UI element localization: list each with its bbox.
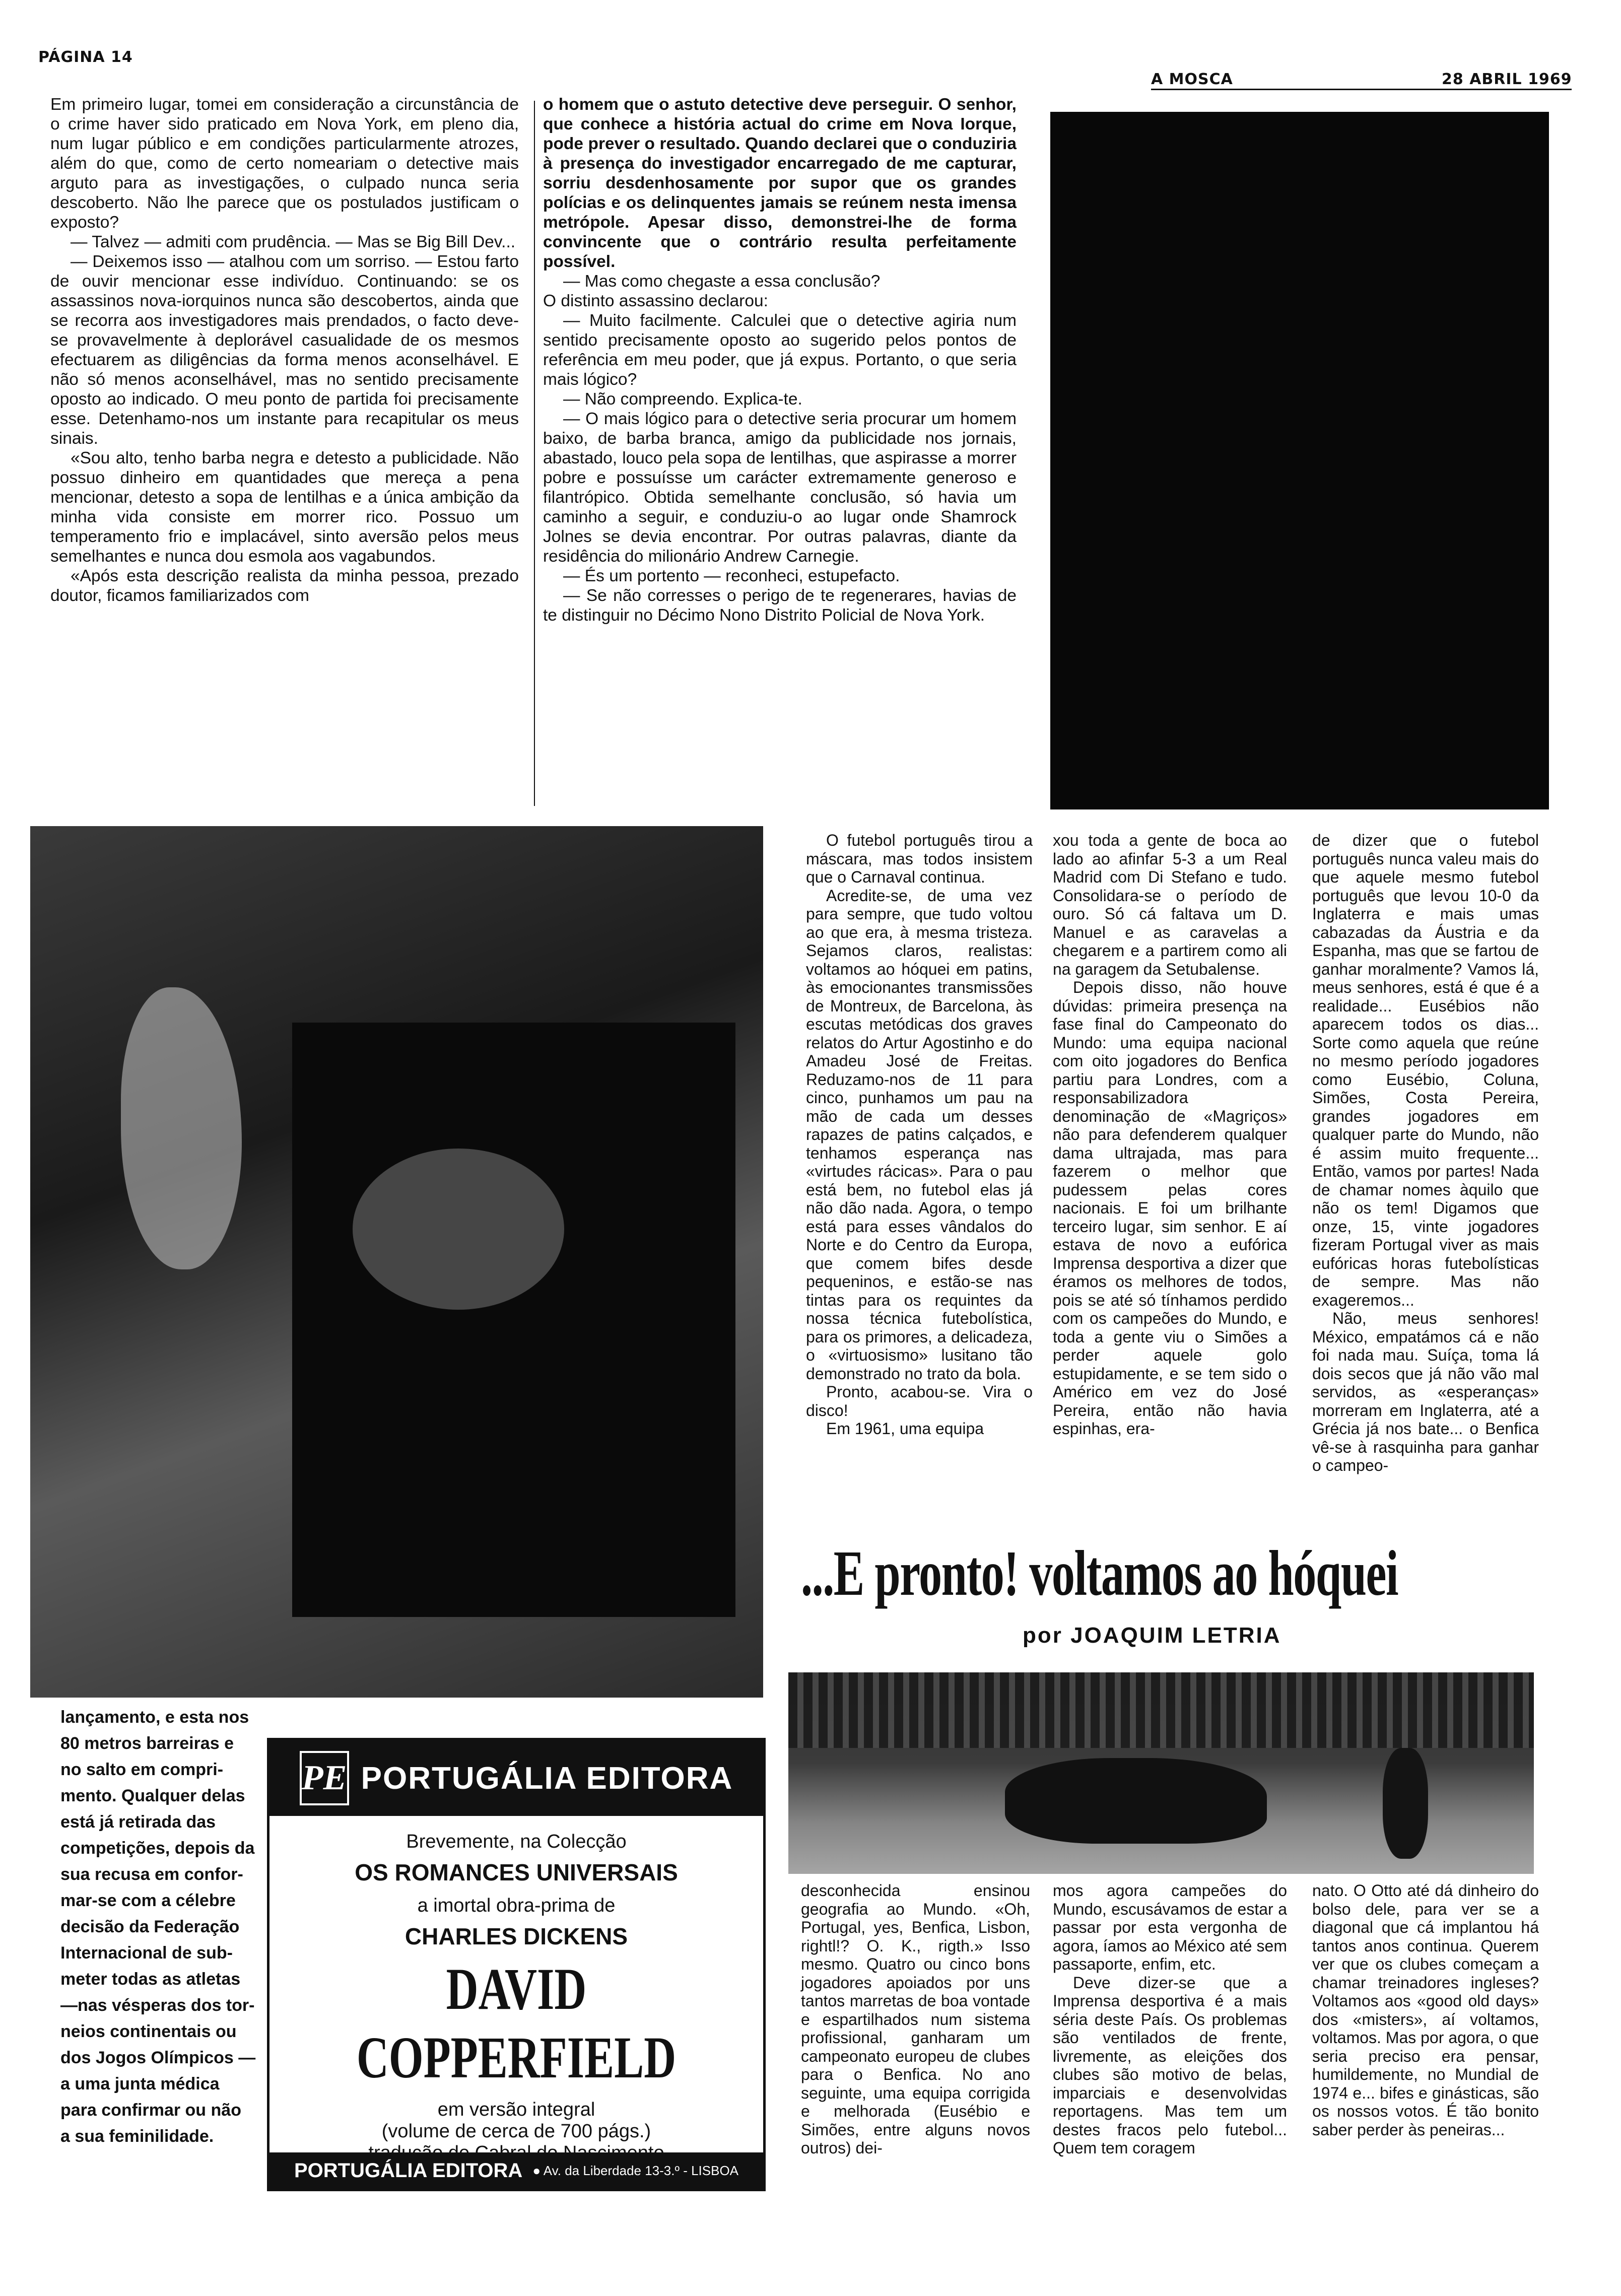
paragraph: — Mas como chegaste a essa conclusão?: [563, 272, 881, 291]
caption-line: mento. Qualquer delas: [60, 1786, 245, 1805]
caption-line: mar-se com a célebre: [60, 1891, 236, 1910]
ad-collection: OS ROMANCES UNIVERSAIS: [355, 1859, 678, 1885]
caption-line: decisão da Federação: [60, 1917, 240, 1936]
ad-line: Brevemente, na Colecção: [406, 1831, 627, 1852]
article-bottom-col3: [1312, 1881, 1539, 2139]
ad-line: em versão integral: [437, 2099, 595, 2120]
caption-line: sua recusa em confor-: [60, 1865, 243, 1884]
ad-footer-address: ● Av. da Liberdade 13-3.º - LISBOA: [532, 2163, 739, 2178]
publisher-logo-icon: PE: [300, 1751, 349, 1805]
inset-photo: [292, 1023, 735, 1617]
paragraph: Depois disso, não houve dúvidas: primeira presença na fase final do Campeonato do Mundo: uma equipa nacional com oito jogadores do Benfica partiu para Londres, com a responsabilizadora denominação de «Magriços» não para defenderem qualquer dama ultrajada, mas para fazerem o melhor que pudessem pelas cores nacionais. E foi um brilhante terceiro lugar, sim senhor. E aí estava de novo a eufórica Imprensa desportiva a dizer que éramos os melhores de todos, pois se até só tínhamos perdido com os campeões do Mundo, e toda a gente viu o Simões a perder aquele golo estupidamente, e se tem sido o Américo em vez do José Pereira, então não havia espinhas, era-: [1053, 978, 1287, 1438]
issue-date: 28 ABRIL 1969: [1442, 71, 1572, 88]
ad-header: [269, 1740, 763, 1816]
story-top-col1: [50, 95, 519, 605]
caption-line: para confirmar ou não: [60, 2101, 241, 2120]
caption-line: 80 metros barreiras e: [60, 1734, 234, 1753]
paragraph: «Sou alto, tenho barba negra e detesto a publicidade. Não possuo dinheiro em quantidades que mereça a pena mencionar, detesto a sopa de lentilhas e a única ambição da minha vida consiste em morrer rico. Possuo um temperamento frio e implacável, sinto aversão pelos meus semelhantes e nunca dou esmola aos vagabundos.: [50, 449, 519, 566]
caption-line: está já retirada das: [60, 1812, 216, 1832]
player-figure: [1383, 1748, 1428, 1859]
header-rule: [1151, 89, 1572, 90]
paragraph: — O mais lógico para o detective seria procurar um homem baixo, de barba branca, amigo da publicidade nos jornais, abastado, louco pela sopa de lentilhas, que aspirasse a morrer pobre e possuísse um carácter extremamente generoso e filantrópico. Obtida semelhante conclusão, só havia um caminho a seguir, e conduziu-o ao lugar onde Shamrock Jolnes se devia encontrar. Por outras palavras, diante da residência do milionário Andrew Carnegie.: [543, 410, 1017, 566]
caption-line: neios continentais ou: [60, 2022, 237, 2041]
paragraph: xou toda a gente de boca ao lado ao afinfar 5-3 a um Real Madrid com Di Stefano e tudo. Consolidara-se o período de ouro. Só cá faltava um D. Manuel e as caravelas a chegarem e a partirem como ali na garagem da Setubalense.: [1053, 831, 1287, 978]
ad-line: (volume de cerca de 700 págs.): [381, 2121, 651, 2142]
player-figure: [121, 987, 242, 1269]
paragraph: o homem que o astuto detective deve perseguir. O senhor, que conhece a história actual do crime em Nova Iorque, pode prever o resultado. Quando declarei que o conduziria à presença do investigador encarregado de me capturar, sorriu desdenhosamente por supor que os grandes polícias e os delinquentes jamais se reúnem nesta imensa metrópole. Apesar disso, demonstrei-lhe de forma convincente que o contrário resulta perfeitamente possível.: [543, 95, 1017, 271]
paragraph: Em primeiro lugar, tomei em consideração a circunstância de o crime haver sido praticado em Nova York, em pleno dia, num lugar público e em condições particularmente atrozes, além do que, como de certo nomeariam o detective mais arguto para as investigações, o culpado nunca seria descoberto. Não lhe parece que os postulados justificam o exposto?: [50, 95, 519, 232]
paragraph: Em 1961, uma equipa: [826, 1420, 984, 1438]
paragraph: Pronto, acabou-se. Vira o disco!: [806, 1383, 1033, 1420]
paragraph: desconhecida ensinou geografia ao Mundo. «Oh, Portugal, yes, Benfica, Lisbon, rightl!? O. K., rigth.» Isso mesmo. Quatro ou cinco bons jogadores apoiados por uns tantos marretas de boa vontade e espartilhados num sistema profissional, ganharam um campeonato europeu de clubes para o Benfica. No ano seguinte, uma equipa corrigida e melhorada (Eusébio e Simões, entre alguns novos outros) dei-: [801, 1881, 1030, 2157]
ad-book-title: DAVID COPPERFIELD: [356, 1956, 677, 2090]
paragraph: — És um portento — reconheci, estupefacto.: [563, 567, 900, 585]
caption-line: no salto em compri-: [60, 1760, 224, 1779]
column-divider: [534, 101, 535, 806]
paragraph: «Após esta descrição realista da minha pessoa, prezado doutor, ficamos familiarizados com: [50, 567, 519, 605]
football-match-photo: [788, 1672, 1534, 1874]
caption-line: Internacional de sub-: [60, 1943, 233, 1963]
caption-line: lançamento, e esta nos: [60, 1708, 249, 1727]
story-top-col2: [543, 95, 1017, 625]
article-byline: por JOAQUIM LETRIA: [1023, 1623, 1281, 1648]
article-bottom-col1: [801, 1881, 1030, 2157]
caption-line: a uma junta médica: [60, 2074, 220, 2094]
top-right-photo: [1050, 112, 1549, 809]
player-face: [353, 1149, 564, 1310]
paragraph: Deve dizer-se que a Imprensa desportiva é a mais séria deste País. Os problemas são ventilados de frente, livremente, as eleições dos clubes são motivo de belas, imparciais e desenvolvidas reportagens. Mas tem um destes fracos pelo futebol... Quem tem coragem: [1053, 1973, 1287, 2157]
left-photo: [30, 826, 763, 1698]
caption-line: a sua feminilidade.: [60, 2127, 214, 2146]
paragraph: — Muito facilmente. Calculei que o detective agiria num sentido precisamente oposto ao sugerido pelos pontos de referência em meu poder, que já expus. Portanto, o que seria mais lógico?: [543, 311, 1017, 389]
paper-name: A MOSCA: [1151, 71, 1233, 88]
stadium-crowd: [788, 1672, 1534, 1748]
article-col3: [1312, 831, 1539, 1475]
paragraph: — Deixemos isso — atalhou com um sorriso. — Estou farto de ouvir mencionar esse indivíduo. Continuando: se os assassinos nova-iorquinos nunca são descobertos, ainda que se recorra aos investigadores mais prendados, o facto deve-se provavelmente à deplorável casualidade de os mesmos efectuarem as diligências da forma menos aconselhável. E não só menos aconselhável, mas no sentido precisamente oposto ao indicado. O meu ponto de partida foi precisamente esse. Detenhamo-nos um instante para recapitular os meus sinais.: [50, 252, 519, 448]
caption-line: competições, depois da: [60, 1839, 255, 1858]
article-col1: [806, 831, 1033, 1438]
left-caption: [60, 1704, 262, 2149]
caption-line: dos Jogos Olímpicos —: [60, 2048, 256, 2067]
paragraph: Acredite-se, de uma vez para sempre, que tudo voltou ao que era, à mesma tristeza. Sejamos claros, realistas: voltamos ao hóquei em patins, às emocionantes transmissões de Montreux, de Barcelona, às escutas metódicas dos graves relatos do Artur Agostinho e do Amadeu José de Freitas. Reduzamo-nos de 11 para cinco, punhamos um pau na mão de cada um desses rapazes de patins calçados, e tenhamos esperança nas «virtudes rácicas». Para o pau está bem, no futebol elas já não dão nada. Agora, o tempo está para esses vândalos do Norte e do Centro da Europa, que comem bifes desde pequeninos, e estão-se nas tintas para os requintes da nossa técnica futebolística, para os primores, a delicadeza, o «virtuosismo» lusitano tão demonstrado no trato da bola.: [806, 886, 1033, 1383]
ad-line: a imortal obra-prima de: [417, 1895, 616, 1916]
page-label: PÁGINA 14: [38, 48, 133, 66]
paragraph: — Talvez — admiti com prudência. — Mas se Big Bill Dev...: [71, 233, 516, 251]
ad-footer: [269, 2152, 763, 2189]
caption-line: —nas vésperas dos tor-: [60, 1996, 255, 2015]
publisher-ad: [267, 1738, 766, 2191]
article-headline: ...E pronto! voltamos ao hóquei: [801, 1537, 1398, 1609]
ad-author: CHARLES DICKENS: [404, 1923, 628, 1949]
article-bottom-col2: [1053, 1881, 1287, 2157]
paragraph: de dizer que o futebol português nunca valeu mais do que aquele mesmo futebol português que levou 10-0 da Inglaterra e mais umas cabazadas da Áustria e da Espanha, mas que se fartou de ganhar moralmente? Vamos lá, meus senhores, está é que é a realidade... Eusébios não aparecem todos os dias... Sorte como aquela que reúne no mesmo período jogadores como Eusébio, Coluna, Simões, Costa Pereira, grandes jogadores em qualquer parte do Mundo, não é assim muito frequente... Então, vamos por partes! Nada de chamar nomes àquilo que não os tem! Digamos que onze, 15, vinte jogadores fizeram Portugal viver as mais eufóricas horas futebolísticas de sempre. Mas não exageremos...: [1312, 831, 1539, 1309]
paragraph: mos agora campeões do Mundo, escusávamos de estar a passar por esta vergonha de agora, íamos ao México até sem passaporte, enfim, etc.: [1053, 1881, 1287, 1973]
paragraph: — Não compreendo. Explica-te.: [563, 390, 802, 409]
paragraph: O distinto assassino declarou:: [543, 292, 768, 310]
paragraph: nato. O Otto até dá dinheiro do bolso dele, para ver se a diagonal que cá implantou há tantos anos continua. Querem ver que os clubes começam a chamar treinadores ingleses? Voltamos aos «good old days» dos «misters», aí voltamos, voltamos. Mas por agora, o que seria preciso era pensar, humildemente, no Mundial de 1974 e... bifes e ginásticas, são os nossos votos. É tão bonito saber perder às peneiras...: [1312, 1881, 1539, 2139]
ad-footer-brand: PORTUGÁLIA EDITORA: [294, 2159, 523, 2182]
paragraph: Não, meus senhores! México, empatámos cá e não foi nada mau. Suíça, toma lá dois secos que já não vão mal servidos, as «esperanças» morreram em Inglaterra, até a Grécia já nos bate... o Benfica vê-se à rasquinha para ganhar o campeo-: [1312, 1309, 1539, 1474]
paragraph: O futebol português tirou a máscara, mas todos insistem que o Carnaval continua.: [806, 831, 1033, 886]
caption-line: meter todas as atletas: [60, 1970, 241, 1989]
article-col2: [1053, 831, 1287, 1438]
ad-brand: PORTUGÁLIA EDITORA: [361, 1761, 733, 1796]
paragraph: — Se não corresses o perigo de te regenerares, havias de te distinguir no Décimo Nono Distrito Policial de Nova York.: [543, 586, 1017, 625]
players-group: [1005, 1758, 1267, 1844]
